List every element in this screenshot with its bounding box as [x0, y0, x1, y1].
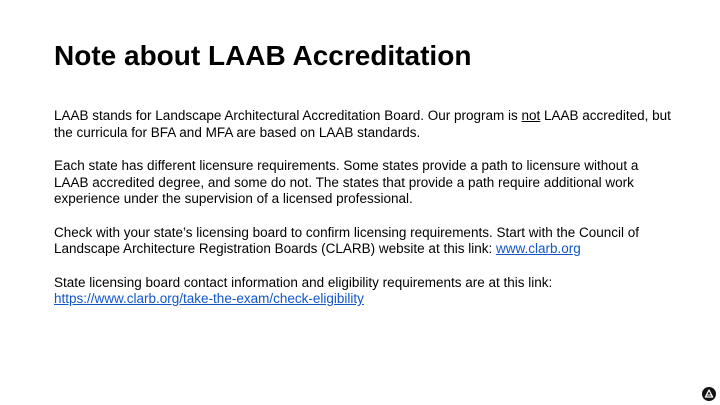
clarb-link[interactable]: www.clarb.org — [495, 241, 581, 256]
laab-definition-text-end: LAAB accredited, but the curricula for BFA and MFA are based on LAAB standards. — [54, 108, 671, 140]
paragraph-state-requirements: Each state has different licensure requirements. Some states provide a path to licensure without a LAAB accredited degree, and some do not. The states that provide a path require additional work experience under the supervision of a licensed professional. — [54, 158, 639, 206]
slide-body — [54, 108, 674, 308]
underlined-not: not — [521, 108, 541, 123]
paragraph-laab-definition — [54, 108, 674, 141]
eligibility-text: State licensing board contact information and eligibility requirements are at this link: — [54, 274, 553, 290]
triangle-logo-icon — [702, 387, 716, 401]
laab-definition-text-start: LAAB stands for Landscape Architectural Accreditation Board. Our program is — [54, 108, 522, 123]
slide-title: Note about LAAB Accreditation — [54, 40, 472, 71]
paragraph-check-licensing — [54, 225, 674, 258]
eligibility-link[interactable]: https://www.clarb.org/take-the-exam/check-eligibility — [54, 291, 364, 306]
check-licensing-text: Check with your state’s licensing board to confirm licensing requirements. Start with the Council of Landscape Architecture Registration Boards (CLARB) website at this link: — [54, 224, 640, 256]
paragraph-eligibility — [54, 275, 674, 308]
